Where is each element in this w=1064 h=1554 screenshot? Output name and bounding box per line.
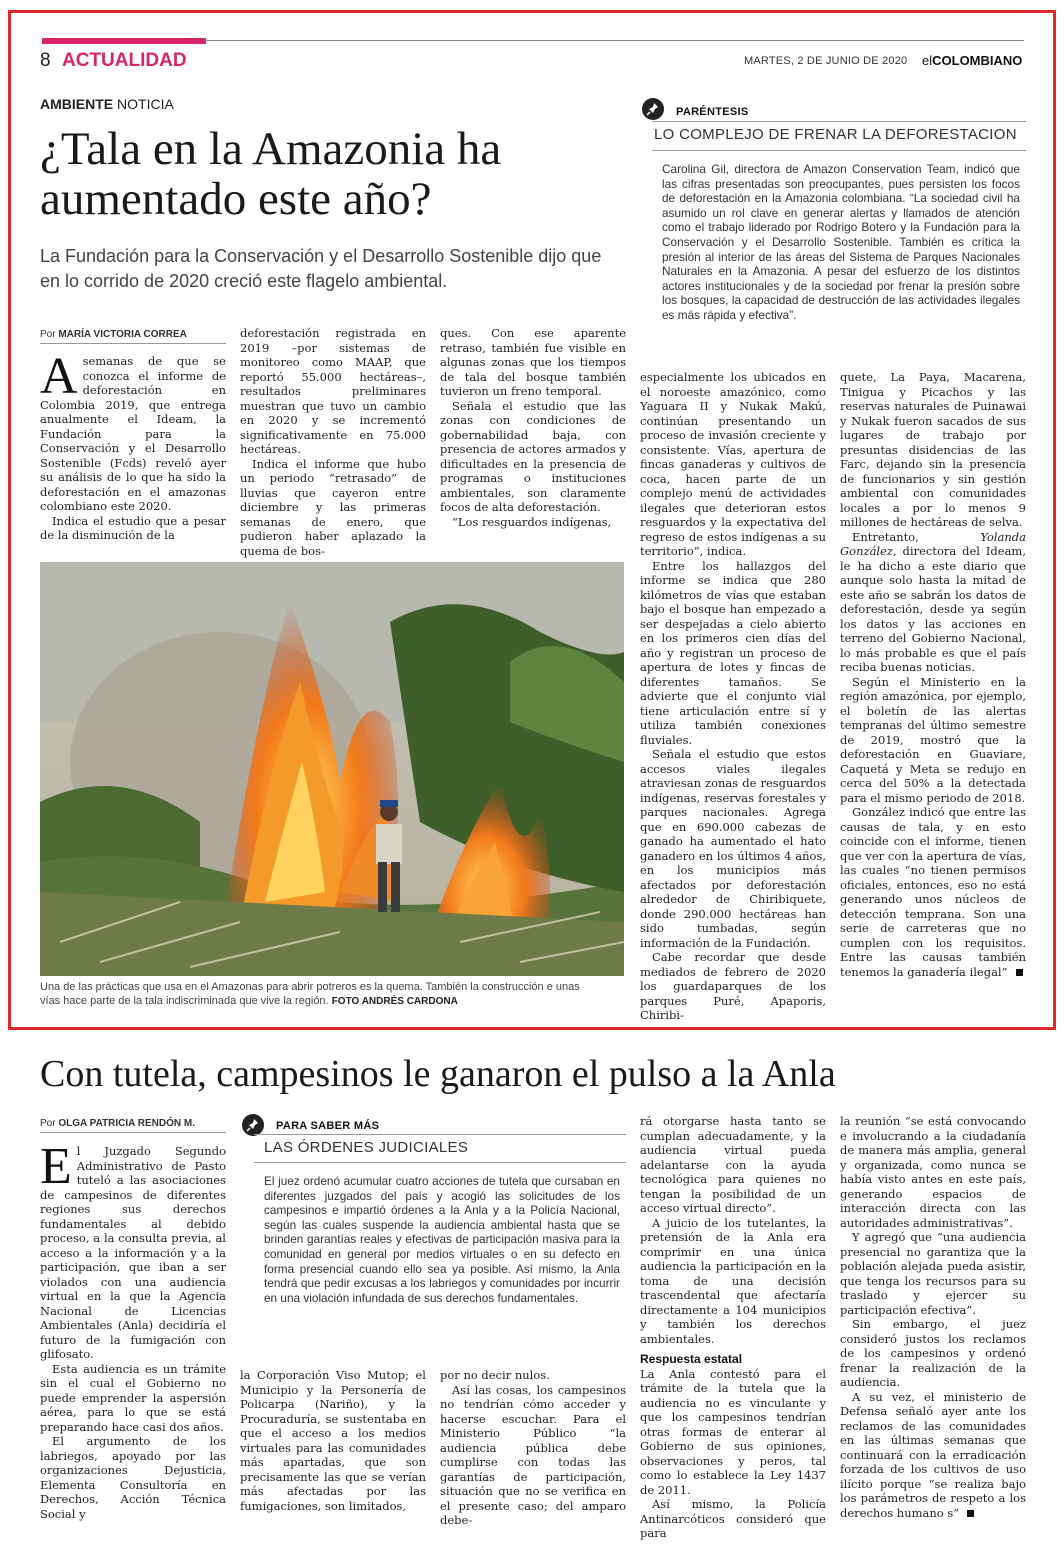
article-column: deforestación registrada en 2019 –por sistemas de monitoreo como MAAP, que reportó 55.000 hectáreas–, resultados preliminares muestran que tuvo un cambio en 2020 y se incrementó significativamente en 75.000 hectáreas. Indica el informe que hubo un periodo “retrasado” de lluvias que cayeron entre diciembre y las primeras semanas de enero, que pudieron haber aplazado la quema de bos-: [240, 326, 426, 558]
fire-photo: [40, 562, 624, 976]
article-headline: Con tutela, campesinos le ganaron el pulso a la Anla: [40, 1053, 836, 1095]
byline-rule: [40, 343, 226, 344]
pin-icon: [242, 1114, 264, 1136]
box-title: LAS ÓRDENES JUDICIALES: [264, 1139, 469, 1156]
article-column: la Corporación Viso Mutop; el Municipio y la Personería de Policarpa (Nariño), y la Procuraduría, se sustentaba en que el acceso a los medios virtuales para las comunidades más apartadas, que son precisamente las que se verían más afectadas por las fumigaciones, son limitados,: [240, 1368, 426, 1513]
box-tag: PARA SABER MÁS: [276, 1120, 380, 1132]
box-rule: [652, 150, 1026, 151]
article-column: El Juzgado Segundo Administrativo de Pasto tuteló a las asociaciones de campesinos de diferentes regiones sus derechos fundamentales al debido proceso, a la consulta previa, al acceso a la información y a la participación, que iban a ser violados con una audiencia virtual en la que la Agencia Nacional de Licencias Ambientales (Anla) decidiría el futuro de la fumigación con glifosato. Esta audiencia es un trámite sin el cual el Gobierno no puede emprender la aspersión aérea, para lo que se está preparando hace casi dos años. El argumento de los labriegos, apoyado por las organizaciones Dejusticia, Elementa Consultoría en Derechos, Acción Técnica Social y: [40, 1138, 226, 1521]
article-kicker: AMBIENTE NOTICIA: [40, 96, 174, 112]
section-color-bar: [42, 38, 206, 44]
photo-caption: Una de las prácticas que usa en el Amazonas para abrir potreros es la quema. También la construcción e unas vías hace parte de la tala indiscriminada que vive la región. FOTO ANDRÉS CARDONA: [40, 981, 580, 1007]
box-rule: [254, 1134, 626, 1135]
end-mark: [967, 1510, 974, 1517]
newspaper-logo: elCOLOMBIANO: [922, 53, 1023, 68]
article-column: por no decir nulos. Así las cosas, los campesinos no tendrían cómo acceder y hacerse escuchar. Para el Ministerio Público “la audiencia pública debe cumplirse con todas las garantías de participación, situación que no se verifica en el presente caso; del amparo debe-: [440, 1368, 626, 1527]
article-column: la reunión “se está convocando e involucrando a la ciudadanía de manera más amplia, general y organizada, como nunca se había visto antes en este país, generando espacios de interacción directa con las autoridades administrativas”. Y agregó que “una audiencia presencial no garantiza que la población alejada pueda asistir, que tenga los recursos para su traslado y ejercer su participación efectiva”. Sin embargo, el juez consideró justos los reclamos de los campesinos y ordenó frenar la realización de la audiencia. A su vez, el ministerio de Defensa señaló ayer ante los reclamos de las comunidades en las últimas semanas que continuará con la erradicación forzada de los cultivos de uso ilícito porque “se realiza bajo los parámetros de respeto a los derechos humano s”: [840, 1114, 1026, 1520]
box-body: Carolina Gil, directora de Amazon Conservation Team, indicó que las cifras presentadas son preocupantes, pues persisten los focos de deforestación en la Amazonia colombiana. “La sociedad civil ha asumido un rol clave en generar alertas y llamados de atención como el trabajo liderado por Rodrigo Botero y la Fundación para la Conservación y el Desarrollo Sostenible. También es crítica la presión al interior de las áreas del Sistema de Parques Nacionales Naturales en la Amazonia. A pesar del esfuerzo de los distintos actores institucionales y de la sociedad por frenar la presión sobre los bosques, la capacidad de destrucción de las actividades ilegales es más rápida y efectiva”.: [662, 162, 1020, 322]
section-name: ACTUALIDAD: [62, 50, 187, 71]
box-tag: PARÉNTESIS: [676, 106, 749, 118]
box-rule: [652, 121, 1026, 122]
end-mark: [1016, 969, 1023, 976]
article-column: quete, La Paya, Macarena, Tinigua y Picachos y las reservas naturales de Puinawai y Nukak fueron sacados de sus lugares de trabajo por presuntas disidencias de las Farc, dejando sin la presencia de funcionarios y sin gestión ambiental con comunidades locales a por lo menos 9 millones de hectáreas de selva. Entretanto, Yolanda González, directora del Ideam, le ha dicho a este diario que aunque solo hasta la mitad de este año se sabrán los datos de deforestación, desde ya según los datos y las acciones en terreno del Gobierno Nacional, lo más probable es que el país reciba buenas noticias. Según el Ministerio en la región amazónica, por ejemplo, el boletín de las alertas tempranas del último semestre de 2019, mostró que la deforestación en Guaviare, Caquetá y Meta se redujo en cerca del 50% a la detectada para el mismo periodo de 2018. González indicó que entre las causas de tala, y en esto coincide con el informe, tienen que ver con la apertura de vías, las cuales “no tienen permisos oficiales, entonces, eso no está generando unos núcleos de detección temprana. Son una serie de carreteras que no cumplen con los requisitos. Entre las causas también tenemos la ganadería ilegal”: [840, 370, 1026, 979]
pin-icon: [642, 98, 664, 120]
article-column: rá otorgarse hasta tanto se cumplan adecuadamente, y la audiencia virtual pueda adelantarse con la ayuda tecnológica para quienes no tengan la posibilidad de un acceso virtual directo”. A juicio de los tutelantes, la pretensión de la Anla era comprimir en una única audiencia la participación en la toma de una decisión trascendental que afectaría directamente a 104 municipios y también los derechos ambientales. Respuesta estatal La Anla contestó para el trámite de la tutela que la audiencia no es vinculante y que los campesinos tendrían otras formas de enterar al Gobierno de sus opiniones, observaciones y peros, tal como lo establece la Ley 1437 de 2011. Así mismo, la Policía Antinarcóticos consideró que para: [640, 1114, 826, 1540]
article-column: especialmente los ubicados en el noroeste amazónico, como Yaguara II y Nukak Makú, continúan presentando un proceso de invasión creciente y consistente. Vías, apertura de fincas ganaderas y cultivos de coca, hacen parte de un complejo menú de actividades ilegales que deterioran estos resguardos y la expectativa del regreso de estos indígenas a su territorio”, indica. Entre los hallazgos del informe se indica que 280 kilómetros de vías que estaban bajo el bosque han empezado a ser despejadas a cielo abierto en los primeros cien días del año y registran un proceso de apertura de lotes y fincas de diferentes tamaños. Se advierte que el conjunto vial tiene articulación entre sí y utiliza también conexiones fluviales. Señala el estudio que estos accesos viales ilegales atraviesan zonas de resguardos indígenas, reservas forestales y parques nacionales. Agrega que en 690.000 cabezas de ganado ha aumentado el hato ganadero en los últimos 4 años, en los municipios más afectados por deforestación alrededor de Chiribiquete, donde 290.000 hectáreas han sido tumbadas, según información de la Fundación. Cabe recordar que desde mediados de febrero de 2020 los guardaparques de los parques Puré, Apaporis, Chiribi-: [640, 370, 826, 1022]
byline: Por MARÍA VICTORIA CORREA: [40, 329, 187, 340]
drop-cap: E: [40, 1138, 72, 1195]
article-column: Asemanas de que se conozca el informe de deforestación en Colombia 2019, que entrega anualmente el Ideam, la Fundación para la Conservación y el Desarrollo Sostenible (Fcds) reveló ayer su análisis de lo que ha sido la deforestación en el amazonas colombiano este 2020. Indica el estudio que a pesar de la disminución de la: [40, 348, 226, 542]
article-headline: ¿Tala en la Amazonia ha aumentado este año?: [40, 123, 502, 225]
box-title: LO COMPLEJO DE FRENAR LA DEFORESTACION: [654, 126, 1017, 143]
box-rule: [254, 1162, 626, 1163]
drop-cap: A: [40, 348, 78, 405]
subhead: Respuesta estatal: [640, 1352, 743, 1366]
issue-date: MARTES, 2 DE JUNIO DE 2020: [744, 55, 908, 67]
box-body: El juez ordenó acumular cuatro acciones de tutela que cursaban en diferentes juzgados del país y acogió las solicitudes de los campesinos e impartió órdenes a la Anla y a la Policía Nacional, según las cuales suspende la audiencia ambiental hasta que se brinden garantías reales y efectivas de participación masiva para la comunidad en general por medios virtuales o en su defecto en forma presencial cuando ello sea ya posible. Así mismo, la Anla tendrá que pedir excusas a los labriegos y comunidades por incurrir en una violación infundada de sus derechos fundamentales.: [264, 1174, 620, 1305]
page-number: 8: [40, 50, 51, 71]
article-column: ques. Con ese aparente retraso, también fue visible en algunas zonas que los tiempos de tala del bosque también tuvieron un freno temporal. Señala el estudio que las zonas con condiciones de gobernabilidad baja, con presencia de actores armados y dificultades en la presencia de programas o instituciones ambientales, son claramente focos de alta deforestación. “Los resguardos indígenas,: [440, 326, 626, 529]
header-rule: [206, 40, 1024, 41]
article-dek: La Fundación para la Conservación y el Desarrollo Sostenible dijo que en lo corrido de 2020 creció este flagelo ambiental.: [40, 246, 602, 291]
byline-rule: [40, 1132, 226, 1133]
byline: Por OLGA PATRICIA RENDÓN M.: [40, 1118, 196, 1129]
